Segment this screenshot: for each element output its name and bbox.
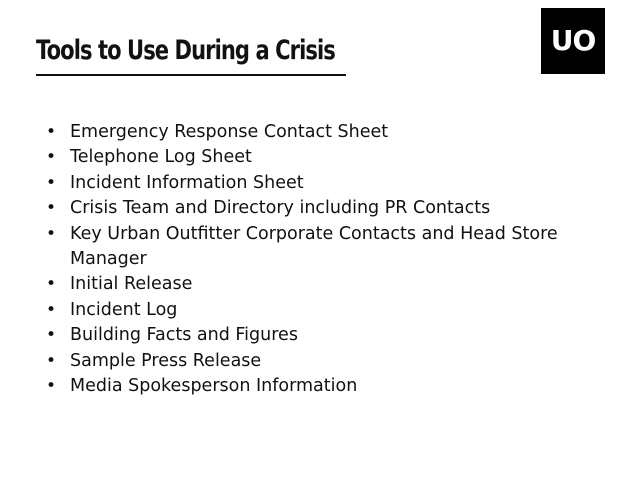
- list-item-text: Incident Information Sheet: [70, 172, 304, 193]
- list-item: [46, 298, 586, 323]
- slide-title: Tools to Use During a Crisis: [36, 35, 335, 66]
- list-item-text: Crisis Team and Directory including PR Contacts: [70, 198, 491, 219]
- bullet-icon: •: [46, 350, 57, 371]
- bullet-icon: •: [46, 172, 57, 193]
- list-item: [46, 222, 586, 273]
- bullet-icon: •: [46, 376, 57, 397]
- list-item-text: Initial Release: [70, 274, 193, 295]
- list-item-text: Media Spokesperson Information: [70, 376, 358, 397]
- list-item-text: Building Facts and Figures: [70, 325, 298, 346]
- bullet-icon: •: [46, 223, 57, 244]
- bullet-icon: •: [46, 122, 57, 142]
- bullet-icon: •: [46, 274, 57, 295]
- list-item: [46, 196, 586, 221]
- list-item-text: Key Urban Outfitter Corporate Contacts and Head Store Manager: [70, 223, 558, 270]
- list-item: [46, 145, 586, 170]
- bullet-list: [46, 120, 586, 399]
- bullet-icon: •: [46, 147, 57, 168]
- title-underline: [36, 74, 346, 76]
- bullet-icon: •: [46, 299, 57, 320]
- bullet-icon: •: [46, 198, 57, 219]
- list-item-text: Sample Press Release: [70, 350, 262, 371]
- list-item: [46, 323, 586, 348]
- list-item: [46, 349, 586, 374]
- logo-text: UO: [550, 24, 596, 57]
- list-item: [46, 171, 586, 196]
- list-item: [46, 374, 586, 399]
- list-item: [46, 272, 586, 297]
- list-item-text: Emergency Response Contact Sheet: [70, 122, 389, 142]
- list-item-text: Incident Log: [70, 299, 178, 320]
- uo-logo: [541, 8, 605, 74]
- list-item-text: Telephone Log Sheet: [70, 147, 252, 168]
- list-item: [46, 120, 586, 145]
- bullet-icon: •: [46, 325, 57, 346]
